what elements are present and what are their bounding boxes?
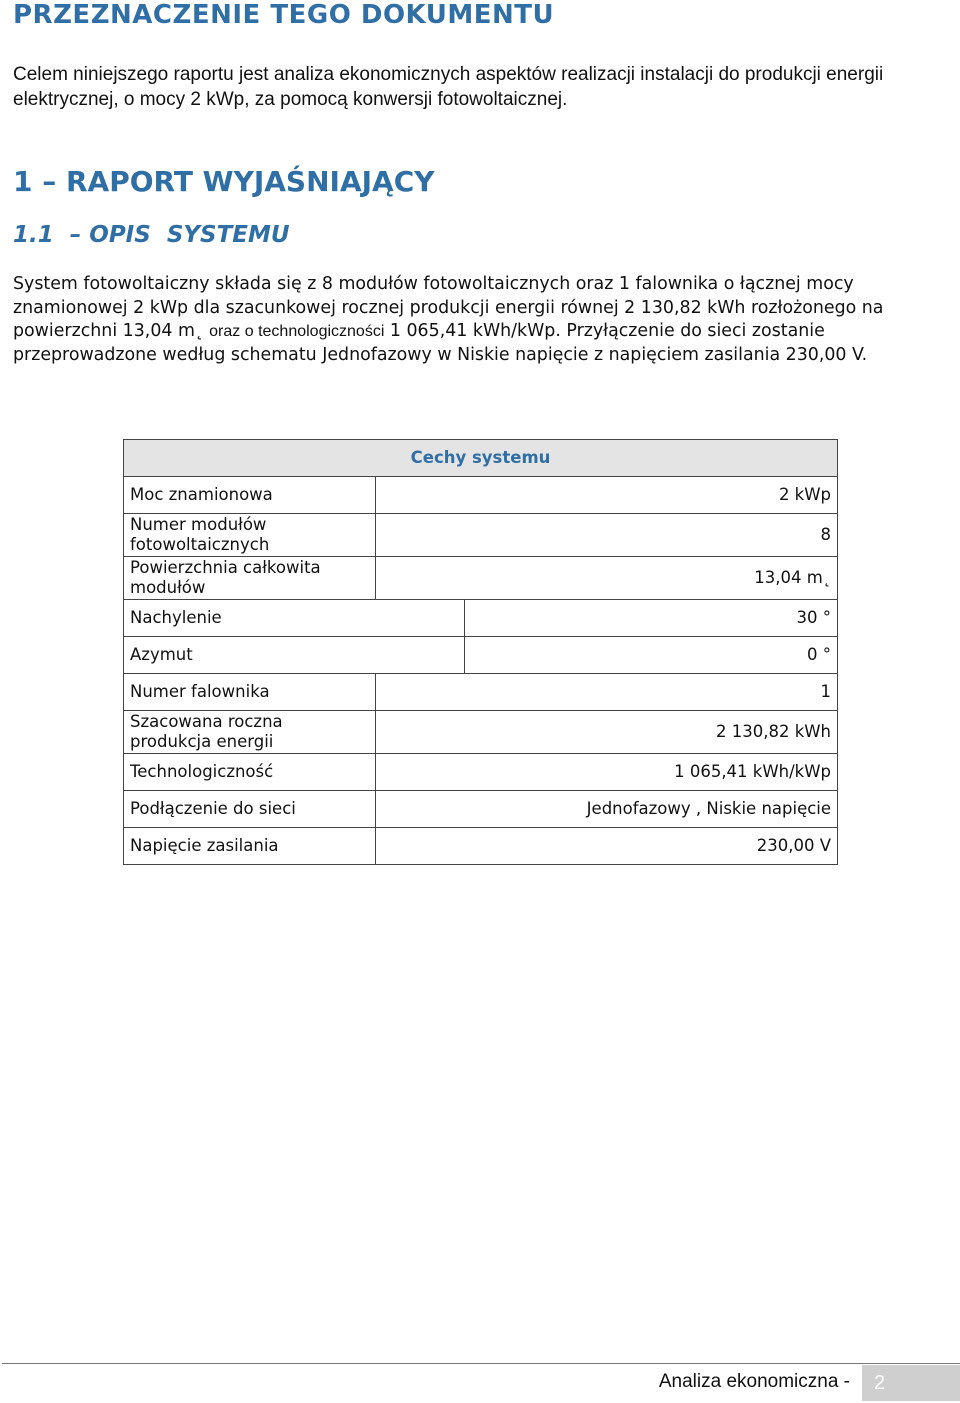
section-1-1-heading: 1.1 – OPIS SYSTEMU xyxy=(13,222,290,248)
system-features-table xyxy=(123,439,838,865)
table-row xyxy=(124,754,838,791)
row-value: 1 xyxy=(376,674,838,711)
row-label: Powierzchnia całkowita modułów xyxy=(124,557,376,600)
row-value: 13,04 m˛ xyxy=(376,557,838,600)
table-row xyxy=(124,557,838,600)
table-row xyxy=(124,514,838,557)
row-label: Technologiczność xyxy=(124,754,376,791)
paragraph-part-2: oraz o technologiczności xyxy=(209,323,385,341)
row-value: 2 130,82 kWh xyxy=(376,711,838,754)
row-value: 230,00 V xyxy=(376,828,838,865)
row-value: 0 ° xyxy=(465,637,838,674)
row-value: 30 ° xyxy=(465,600,838,637)
row-label: Szacowana roczna produkcja energii xyxy=(124,711,376,754)
table-row xyxy=(124,711,838,754)
table-caption: Cechy systemu xyxy=(124,440,838,477)
row-label: Podłączenie do sieci xyxy=(124,791,376,828)
table-caption-row xyxy=(124,440,838,477)
document-purpose-heading: PRZEZNACZENIE TEGO DOKUMENTU xyxy=(13,0,555,30)
table-row xyxy=(124,791,838,828)
table-row xyxy=(124,674,838,711)
footer-title: Analiza ekonomiczna - xyxy=(658,1371,850,1392)
row-value: Jednofazowy , Niskie napięcie xyxy=(376,791,838,828)
table-row xyxy=(124,828,838,865)
row-label: Azymut xyxy=(124,637,465,674)
paragraph-part-3: 1 065,41 kWh/kWp. Przyłączenie do sieci zostanie przeprowadzone według schematu Jednofazowy w Niskie napięcie z napięciem zasilania 230,00 V. xyxy=(13,321,868,365)
row-label: Napięcie zasilania xyxy=(124,828,376,865)
row-label: Numer modułów fotowoltaicznych xyxy=(124,514,376,557)
table-row xyxy=(124,477,838,514)
row-value: 1 065,41 kWh/kWp xyxy=(376,754,838,791)
page-number: 2 xyxy=(862,1365,960,1401)
row-value: 2 kWp xyxy=(376,477,838,514)
row-label: Nachylenie xyxy=(124,600,465,637)
row-value: 8 xyxy=(376,514,838,557)
intro-paragraph: Celem niniejszego raportu jest analiza ekonomicznych aspektów realizacji instalacji do produkcji energii elektrycznej, o mocy 2 kWp, za pomocą konwersji fotowoltaicznej. xyxy=(13,64,884,110)
system-description-paragraph xyxy=(13,273,933,367)
footer-divider xyxy=(2,1363,960,1364)
paragraph-part-1: System fotowoltaiczny składa się z 8 modułów fotowoltaicznych oraz 1 falownika o łącznej mocy znamionowej 2 kWp dla szacunkowej rocznej produkcji energii równej 2 130,82 kWh rozłożonego na powierzchni 13,04 m˛ xyxy=(13,274,884,342)
row-label: Moc znamionowa xyxy=(124,477,376,514)
row-label: Numer falownika xyxy=(124,674,376,711)
table-row xyxy=(124,637,838,674)
table-row xyxy=(124,600,838,637)
section-1-heading: 1 – RAPORT WYJAŚNIAJĄCY xyxy=(13,165,435,198)
